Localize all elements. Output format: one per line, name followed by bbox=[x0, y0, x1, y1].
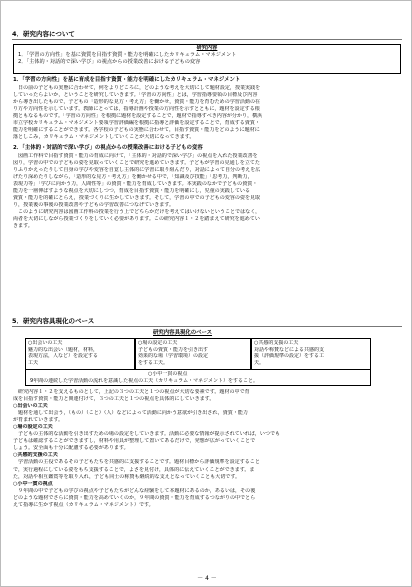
item-heading: ○共感的支援の工夫 bbox=[13, 452, 58, 459]
text-line: 市立学校カリキュラム・マネジメント要領学習評価編を根拠に指導と評価を設定することで，育成する資質・ bbox=[13, 120, 260, 127]
support-title: ○共感的支援の工夫 bbox=[254, 340, 299, 346]
text-line: 子どもは確認することができますし，材料や用具が整理して置いてあるだけで，発想が広がっていくことで bbox=[13, 438, 256, 445]
text-line: げたり深めたりしながら，「造形的な見方・考え方」を働かせる中で，「知識及び技能」「思考力，判断力， bbox=[13, 174, 253, 181]
item-heading: ○小中一貫の視点 bbox=[13, 480, 53, 487]
text-line: りふりかえったりして自身の学びや変容を自覚し主体的に学習に取り組んだり，対話によって自分の考えを広 bbox=[13, 167, 261, 174]
text-line: で，実行過程にしている姿をもち支援することで，よさを見付け，具体的に伝えていくことができます。ま bbox=[13, 466, 255, 473]
text-line: 表現方法，人など）を設定する bbox=[28, 353, 99, 360]
item-heading: ○場の設定の工夫 bbox=[13, 424, 53, 431]
text-line: 効果的な場（学習環境）の設定 bbox=[138, 353, 209, 360]
item-heading: ○出会いの工夫 bbox=[13, 403, 48, 410]
text-line: 9年間の連続した学習活動の流れを意識した視点の工夫（カリキュラム・マネジメント）をすること。 bbox=[30, 377, 258, 384]
text-line: 図り，学習の中での子どもの姿を見取っていくことで研究を進めていきます。子どもが学習の見通しを立てた bbox=[13, 160, 260, 167]
text-line: り方や方向性を示しています。教師にとっては，指導計画や授業の方向性を示すとともに，題材を設定する根 bbox=[13, 106, 260, 113]
encounter-title: ○出会いの工夫 bbox=[28, 340, 63, 346]
text-line: していったらよいか，ということを研究していきます。「学習の方向性」とは，学習指導要領の目標及び内容 bbox=[13, 92, 258, 99]
text-line: 子どもの資質・能力を引き出す bbox=[138, 346, 209, 353]
continuity-title: ○小中一貫の視点 bbox=[148, 371, 188, 377]
setting-box bbox=[135, 338, 251, 370]
research-item-1: 1．「学習の方向性」を基に資質を目指す資質・能力を明確にしたカリキュラム・マネジメント bbox=[18, 52, 237, 58]
support-box bbox=[251, 338, 371, 370]
research-content-box bbox=[13, 44, 401, 74]
text-line: 魅力的な出会い（題材，材料， bbox=[28, 346, 99, 353]
subheading-1: 1．「学習の方向性」を基に育成を目指す資質・能力を明確にしたカリキュラム・マネジメント bbox=[13, 77, 241, 83]
section5-body bbox=[13, 389, 401, 509]
text-line: このように研究内容は図画工作科の授業を行う上でどちらかだけを考えてはいけないということではなく， bbox=[13, 209, 261, 216]
text-line: 夫。 bbox=[254, 359, 265, 366]
text-line: 図画工作科で目指す資質・能力の育成に向けて，「主体的・対話的で深い学び」の視点を入れた授業改善を bbox=[13, 153, 258, 159]
text-line: 対話や称賛などによる共感的支 bbox=[254, 346, 325, 353]
text-line: 題材を通して出会う，（もの）（こと）（人）などによって活動に向かう意欲が引き出され，資質・能力 bbox=[13, 410, 248, 417]
text-line: 拠ともなるものです。「学習の方向性」を根拠に題材を設定することで，題材で指導すべき内容が分かり，横浜 bbox=[13, 113, 263, 120]
text-line: た，対話や相互鑑賞等を取り入れ，子ども同士の称賛も継続的な支えとなっていくことも大切です。 bbox=[13, 473, 241, 480]
text-line: 落としこみ，カリキュラム・マネジメントしていくことが大切になってきます。 bbox=[13, 134, 195, 141]
text-line: きます。 bbox=[13, 223, 33, 230]
text-line: 日の前の子どもの実態に合わせて，何をよりどころに，どのような考えを大切にして題材設定，授業実践を bbox=[13, 85, 261, 91]
text-line: り，授業後の事後の授業改善や子どもの学習改善につなげていきます。 bbox=[13, 202, 174, 209]
text-line: 表現力等」「学びに向かう力，人間性等」の資質・能力を育成していきます。本実践のなかで子どもの資質・ bbox=[13, 181, 258, 188]
paragraph-2 bbox=[13, 153, 401, 231]
encounter-box bbox=[25, 338, 135, 370]
research-content-box-title: 研究内容 bbox=[196, 45, 218, 51]
text-line: 工夫 bbox=[28, 359, 39, 366]
text-line: 資質・能力を的確にとらえ，授業づくりに生かしていきます。そして，学習の中での子どもの変容の姿を見取 bbox=[13, 195, 261, 202]
setting-title: ○場の設定の工夫 bbox=[138, 340, 178, 346]
text-line: 子どもの主体的な活動を引き出すための場の設定をしていきます。活動に必要な情報が提示されていれば，いつでも bbox=[13, 431, 281, 438]
subheading-2: 2．「主体的・対話的で深い学び」の視点からの授業改善における子どもの変容 bbox=[13, 145, 203, 151]
text-line: 能力を明確にすることができます。各学校の子どもの実態に合わせて，目指す資質・能力をどのように題材に bbox=[13, 127, 260, 134]
page-number: － 4 － bbox=[197, 575, 217, 582]
section4-heading: 4．研究内容について bbox=[12, 30, 402, 40]
text-line: しょう。安全面も十分に配慮する必要があります。 bbox=[13, 445, 129, 452]
continuity-box bbox=[25, 369, 371, 386]
text-line: 成を目指す資質・能力と関連付けて，３つの工夫と１つの視点を具体的にしていきます。 bbox=[13, 396, 215, 403]
text-line: 能力を一層伸ばすような視点を大切にしつつ，育成を目指す資質・能力を明確にし，児童の実践している bbox=[13, 188, 250, 195]
text-line: から導き出したもので，子どもの「造形的な見方・考え方」を働かせ，資質・能力を育むための学習活動の在 bbox=[13, 99, 261, 106]
figure-title: 研究内容具現化のベース bbox=[153, 330, 213, 336]
text-line: 研究内容１・２を支えるものとして，上記の３つの工夫と１つの視点が大切な要素です。題材の中で育 bbox=[13, 389, 250, 395]
text-line: どのような題材でさらに資質・能力を高めていくのか，９年間の資質・能力を育成するつながりの中でとら bbox=[13, 494, 256, 501]
text-line: をする工夫。 bbox=[138, 359, 169, 366]
paragraph-1 bbox=[13, 85, 401, 141]
text-line: 学習活動の主役であるその子どもたちを共感的に支援することです。題材目標から評価規準を設定すること bbox=[13, 459, 260, 466]
section5-heading: 5．研究内容具現化のベース bbox=[12, 317, 402, 327]
text-line: 両者を大切にしながら授業づくりをしていく必要があります。この研究内容１・２を踏まえて研究を進めてい bbox=[13, 216, 260, 223]
text-line: えて指導に生かす視点（カリキュラム・マネジメント）です。 bbox=[13, 501, 154, 508]
research-item-2: 2．「主体的・対話的で深い学び」の視点からの授業改善における子どもの変容 bbox=[18, 59, 201, 65]
text-line: ９年間の中で子どもの学びの視点や子どもたちがどんな経験をして本題材にあるのか，あるいは，その後 bbox=[13, 487, 256, 494]
text-line: 援（評価規準の設定）をする工 bbox=[254, 353, 325, 360]
text-line: が育まれていきます。 bbox=[13, 417, 64, 424]
